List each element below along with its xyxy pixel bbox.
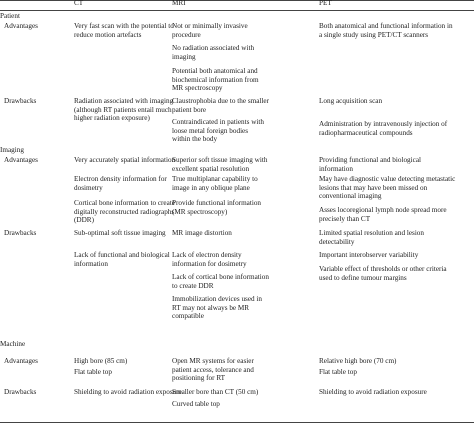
cell-text-ct: reduce motion artefacts — [74, 30, 142, 39]
section-title: Patient — [0, 12, 20, 20]
cell-text-pet: Asses locoregional lymph node spread more — [319, 206, 447, 214]
cell-text-mri: excellent spatial resolution — [172, 164, 250, 173]
cell-text-pet: radiopharmaceutical compounds — [319, 128, 413, 137]
cell-text-mri: Not or minimally invasive — [172, 22, 248, 30]
cell-text-pet: a single study using PET/CT scanners — [319, 30, 429, 39]
cell-text-mri: Curved table top — [172, 400, 220, 408]
cell-text-mri: Potential both anatomical and — [172, 67, 258, 75]
cell-text-mri: positioning for RT — [172, 374, 226, 383]
cell-text-ct: Flat table top — [74, 368, 112, 376]
row-label: Drawbacks — [4, 229, 37, 237]
cell-text-mri: Superior soft tissue imaging with — [172, 156, 268, 164]
cell-text-mri: imaging — [172, 52, 196, 61]
cell-text-ct: Very fast scan with the potential to — [74, 22, 174, 30]
cell-text-pet: Shielding to avoid radiation exposure — [319, 388, 427, 396]
cell-text-mri: Contraindicated in patients with — [172, 118, 265, 126]
cell-text-mri: to create DDR — [172, 281, 214, 290]
cell-text-ct: Cortical bone information to create — [74, 199, 175, 207]
cell-text-ct: High bore (85 cm) — [74, 357, 128, 365]
row-label: Advantages — [4, 357, 38, 365]
cell-text-pet: information — [319, 164, 353, 173]
cell-text-pet: Relative high bore (70 cm) — [319, 357, 397, 365]
cell-text-mri: Claustrophobia due to the smaller — [172, 97, 270, 105]
header-rule — [0, 10, 474, 11]
cell-text-mri: image in any oblique plane — [172, 183, 250, 192]
cell-text-mri: Open MR systems for easier — [172, 357, 254, 365]
row-label: Drawbacks — [4, 388, 37, 396]
row-label: Advantages — [4, 156, 38, 164]
cell-text-ct: Very accurately spatial information — [74, 156, 176, 164]
column-header-ct: CT — [74, 0, 84, 7]
row-label: Drawbacks — [4, 97, 37, 105]
cell-text-pet: lesions that may have been missed on — [319, 183, 428, 192]
cell-text-ct: dosimetry — [74, 183, 103, 192]
cell-text-mri: patient access, tolerance and — [172, 365, 254, 374]
cell-text-pet: Important interobserver variability — [319, 251, 419, 259]
section-title: Imaging — [0, 146, 24, 154]
cell-text-mri: biochemical information from — [172, 75, 259, 84]
cell-text-pet: Flat table top — [319, 368, 357, 376]
cell-text-ct: Lack of functional and biological — [74, 251, 170, 259]
cell-text-mri: loose metal foreign bodies — [172, 126, 249, 135]
cell-text-pet: Limited spatial resolution and lesion — [319, 229, 424, 237]
cell-text-mri: information for dosimetry — [172, 259, 247, 268]
cell-text-mri: compatible — [172, 312, 204, 321]
cell-text-ct: digitally reconstructed radiographs — [74, 207, 175, 216]
cell-text-mri: MR spectroscopy — [172, 84, 223, 93]
cell-text-pet: conventional imaging — [319, 192, 382, 201]
cell-text-mri: Provide functional information — [172, 199, 262, 207]
cell-text-ct: Sub-optimal soft tissue imaging — [74, 229, 166, 237]
cell-text-mri: (MR spectroscopy) — [172, 207, 228, 216]
row-label: Advantages — [4, 22, 38, 30]
cell-text-mri: MR image distortion — [172, 229, 232, 237]
cell-text-pet: Variable effect of thresholds or other criteria — [319, 265, 447, 273]
cell-text-mri: Lack of electron density — [172, 251, 242, 259]
cell-text-ct: (DDR) — [74, 216, 94, 225]
cell-text-pet: Administration by intravenously injection of — [319, 120, 448, 128]
cell-text-ct: Shielding to avoid radiation exposure — [74, 388, 182, 396]
cell-text-ct: higher radiation exposure) — [74, 114, 150, 123]
cell-text-pet: Long acquisition scan — [319, 97, 383, 105]
cell-text-ct: (although RT patients entail much — [74, 105, 172, 114]
cell-text-ct: Radiation associated with imaging — [74, 97, 174, 105]
cell-text-mri: within the body — [172, 135, 218, 144]
column-header-pet: PET — [319, 0, 332, 7]
cell-text-pet: used to define tumour margins — [319, 273, 407, 282]
cell-text-mri: Smaller bore than CT (50 cm) — [172, 388, 259, 396]
cell-text-mri: RT may not always be MR — [172, 303, 250, 312]
cell-text-mri: True multiplanar capability to — [172, 175, 258, 183]
cell-text-mri: patient bore — [172, 105, 207, 114]
cell-text-mri: Immobilization devices used in — [172, 295, 263, 303]
cell-text-mri: procedure — [172, 30, 201, 39]
cell-text-pet: precisely than CT — [319, 214, 371, 223]
cell-text-pet: detectability — [319, 237, 355, 246]
cell-text-mri: No radiation associated with — [172, 44, 255, 52]
cell-text-pet: Providing functional and biological — [319, 156, 422, 164]
cell-text-mri: Lack of cortical bone information — [172, 273, 269, 281]
bottom-rule — [0, 422, 474, 423]
section-title: Machine — [0, 340, 26, 348]
top-rule — [0, 0, 474, 1]
cell-text-pet: May have diagnostic value detecting metastatic — [319, 175, 456, 183]
cell-text-ct: Electron density information for — [74, 175, 167, 183]
column-header-mri: MRI — [172, 0, 186, 7]
cell-text-ct: information — [74, 259, 108, 268]
cell-text-pet: Both anatomical and functional information in — [319, 22, 453, 30]
